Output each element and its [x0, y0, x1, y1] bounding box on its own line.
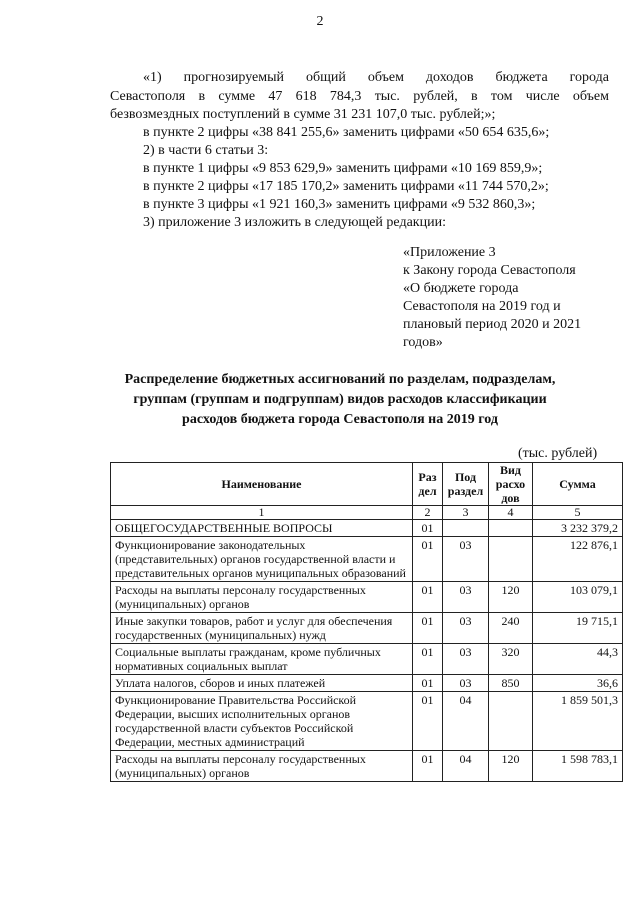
- cell-name: Расходы на выплаты персоналу государственных (муниципальных) органов: [111, 751, 413, 782]
- cell-amount: 122 876,1: [533, 537, 623, 582]
- cell-subsection: 03: [443, 644, 489, 675]
- cell-expense-type: 320: [489, 644, 533, 675]
- cell-expense-type: 120: [489, 582, 533, 613]
- appendix-line: «Приложение 3: [403, 245, 496, 260]
- cell-subsection: 03: [443, 613, 489, 644]
- cell-subsection: 04: [443, 692, 489, 751]
- cell-amount: 36,6: [533, 675, 623, 692]
- cell-expense-type: [489, 537, 533, 582]
- cell-amount: 1 859 501,3: [533, 692, 623, 751]
- header-expense-type: Вид расхо дов: [489, 463, 533, 506]
- appendix-line: годов»: [403, 335, 443, 350]
- header-subsection: Под раздел: [443, 463, 489, 506]
- appendix-line: Севастополя на 2019 год и: [403, 299, 561, 314]
- cell-name: ОБЩЕГОСУДАРСТВЕННЫЕ ВОПРОСЫ: [111, 520, 413, 537]
- cell-section: 01: [413, 613, 443, 644]
- header-name: Наименование: [111, 463, 413, 506]
- cell-expense-type: 120: [489, 751, 533, 782]
- col-number: 2: [413, 506, 443, 520]
- header-section: Раз дел: [413, 463, 443, 506]
- cell-amount: 103 079,1: [533, 582, 623, 613]
- cell-section: 01: [413, 520, 443, 537]
- cell-name: Уплата налогов, сборов и иных платежей: [111, 675, 413, 692]
- appendix-header: [403, 244, 628, 352]
- table-row: [111, 675, 623, 692]
- table-row: [111, 520, 623, 537]
- budget-table: [110, 462, 623, 782]
- table-row: [111, 582, 623, 613]
- table-row: [111, 644, 623, 675]
- body-line-2: Севастополя в сумме 47 618 784,3 тыс. рублей, в том числе объем: [110, 89, 609, 104]
- cell-name: Функционирование законодательных (представительных) органов государственной власти и представительных органов муниципальных образований: [111, 537, 413, 582]
- cell-section: 01: [413, 644, 443, 675]
- cell-section: 01: [413, 537, 443, 582]
- cell-section: 01: [413, 692, 443, 751]
- cell-section: 01: [413, 582, 443, 613]
- body-line-7: в пункте 2 цифры «17 185 170,2» заменить цифрами «11 744 570,2»;: [143, 179, 549, 194]
- title-line: расходов бюджета города Севастополя на 2019 год: [182, 412, 498, 427]
- cell-amount: 19 715,1: [533, 613, 623, 644]
- body-line-4: в пункте 2 цифры «38 841 255,6» заменить цифрами «50 654 635,6»;: [143, 125, 550, 140]
- title-line: Распределение бюджетных ассигнований по разделам, подразделам,: [124, 372, 556, 387]
- cell-expense-type: 850: [489, 675, 533, 692]
- cell-subsection: [443, 520, 489, 537]
- table-row: [111, 751, 623, 782]
- cell-name: Расходы на выплаты персоналу государственных (муниципальных) органов: [111, 582, 413, 613]
- cell-section: 01: [413, 675, 443, 692]
- header-amount: Сумма: [533, 463, 623, 506]
- column-number-row: [111, 506, 623, 520]
- body-line-5: 2) в части 6 статьи 3:: [143, 143, 269, 158]
- table-header-row: [111, 463, 623, 506]
- cell-amount: 44,3: [533, 644, 623, 675]
- col-number: 1: [111, 506, 413, 520]
- cell-name: Социальные выплаты гражданам, кроме публичных нормативных социальных выплат: [111, 644, 413, 675]
- body-line-6: в пункте 1 цифры «9 853 629,9» заменить цифрами «10 169 859,9»;: [143, 161, 543, 176]
- table-row: [111, 537, 623, 582]
- appendix-line: плановый период 2020 и 2021: [403, 317, 582, 332]
- cell-expense-type: 240: [489, 613, 533, 644]
- col-number: 4: [489, 506, 533, 520]
- table-title: [60, 370, 620, 430]
- table-row: [111, 692, 623, 751]
- body-line-8: в пункте 3 цифры «1 921 160,3» заменить цифрами «9 532 860,3»;: [143, 197, 536, 212]
- cell-expense-type: [489, 692, 533, 751]
- cell-subsection: 04: [443, 751, 489, 782]
- appendix-line: «О бюджете города: [403, 281, 519, 296]
- col-number: 5: [533, 506, 623, 520]
- body-line-1: «1) прогнозируемый общий объем доходов бюджета города: [143, 70, 609, 85]
- unit-label: (тыс. рублей): [518, 446, 598, 461]
- cell-subsection: 03: [443, 582, 489, 613]
- cell-subsection: 03: [443, 537, 489, 582]
- table-row: [111, 613, 623, 644]
- cell-amount: 3 232 379,2: [533, 520, 623, 537]
- cell-subsection: 03: [443, 675, 489, 692]
- cell-amount: 1 598 783,1: [533, 751, 623, 782]
- body-line-3: безвозмездных поступлений в сумме 31 231 107,0 тыс. рублей;»;: [110, 107, 496, 122]
- cell-expense-type: [489, 520, 533, 537]
- body-line-9: 3) приложение 3 изложить в следующей редакции:: [143, 215, 446, 230]
- cell-name: Иные закупки товаров, работ и услуг для обеспечения государственных (муниципальных) нужд: [111, 613, 413, 644]
- appendix-line: к Закону города Севастополя: [403, 263, 576, 278]
- cell-section: 01: [413, 751, 443, 782]
- title-line: группам (группам и подгруппам) видов расходов классификации: [133, 392, 547, 407]
- cell-name: Функционирование Правительства Российской Федерации, высших исполнительных органов государственной власти субъектов Российской Федерации, местных администраций: [111, 692, 413, 751]
- col-number: 3: [443, 506, 489, 520]
- page-number: 2: [316, 14, 324, 29]
